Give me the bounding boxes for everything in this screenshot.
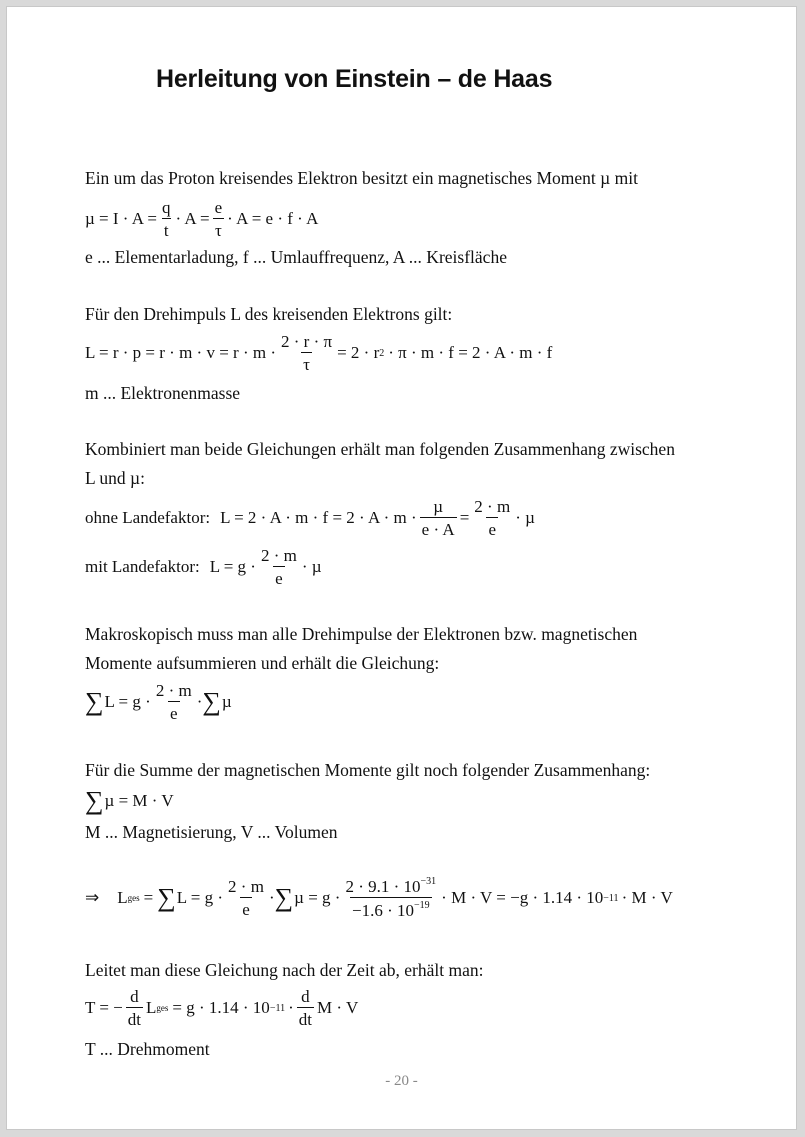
eq-text: = 2 · r (337, 343, 380, 362)
eq-text: · M · V (621, 888, 673, 907)
equation-magnetic-moment (85, 199, 318, 239)
denominator: τ (301, 352, 312, 373)
denominator: dt (297, 1007, 314, 1028)
superscript: −19 (413, 900, 430, 911)
eq-text: L = 2 · A · m · f = 2 · A · m · (220, 508, 417, 527)
eq-text: µ (221, 692, 232, 711)
document-page (6, 6, 797, 1130)
denominator: e (168, 701, 180, 722)
equation-torque (85, 988, 358, 1028)
eq-text: = (459, 508, 470, 527)
equation-without-lande (85, 498, 535, 538)
eq-label: mit Landefaktor: (85, 557, 200, 576)
denominator: e · A (420, 517, 457, 538)
fraction (226, 878, 266, 918)
eq-text: µ = M · V (104, 791, 174, 810)
eq-text: L (117, 888, 128, 907)
paragraph-macroscopic-2: Momente aufsummieren und erhält die Gleichung: (85, 653, 440, 673)
numerator: d (301, 987, 310, 1006)
numerator: d (130, 987, 139, 1006)
eq-text: · (196, 692, 203, 711)
subscript: ges (127, 893, 140, 903)
superscript: 2 (379, 347, 385, 359)
numerator (343, 877, 438, 897)
denominator-base: −1.6 · 10 (351, 901, 414, 920)
superscript: −11 (269, 1002, 286, 1014)
sum-symbol: ∑ (85, 687, 104, 716)
paragraph-definitions: e ... Elementarladung, f ... Umlauffrequenz, A ... Kreisfläche (85, 247, 507, 267)
paragraph-combination-1: Kombiniert man beide Gleichungen erhält man folgenden Zusammenhang zwischen (85, 439, 675, 459)
fraction (420, 498, 457, 538)
numerator: 2 · r · π (281, 332, 333, 351)
eq-text: L (146, 998, 157, 1017)
eq-text: · A = (175, 209, 210, 228)
equation-total-angular-momentum (85, 877, 673, 919)
eq-text: · M · V = −g · 1.14 · 10 (441, 888, 604, 907)
paragraph-angular-momentum: Für den Drehimpuls L des kreisenden Elektrons gilt: (85, 304, 453, 324)
eq-text: · A = e · f · A (227, 209, 319, 228)
denominator: τ (213, 218, 224, 239)
superscript: −11 (603, 892, 619, 904)
equation-angular-momentum (85, 333, 552, 373)
numerator: 2 · m (260, 546, 297, 565)
paragraph-sum-moments: Für die Summe der magnetischen Momente gilt noch folgender Zusammenhang: (85, 760, 651, 780)
denominator: dt (126, 1007, 143, 1028)
eq-text: · (288, 998, 294, 1017)
eq-text: = (143, 888, 154, 907)
fraction (126, 988, 143, 1028)
fraction (472, 498, 512, 538)
fraction (160, 199, 173, 239)
eq-text: = g · 1.14 · 10 (172, 998, 270, 1017)
sum-symbol: ∑ (202, 687, 221, 716)
fraction (213, 199, 225, 239)
fraction (154, 682, 194, 722)
paragraph-magnetic-moment: Ein um das Proton kreisendes Elektron besitzt ein magnetisches Moment µ mit (85, 168, 638, 188)
denominator: e (486, 517, 498, 538)
page-number: - 20 - (385, 1073, 418, 1089)
equation-sum (85, 682, 232, 722)
eq-text: · π · m · f = 2 · A · m · f (388, 343, 553, 362)
paragraph-electron-mass: m ... Elektronenmasse (85, 383, 241, 403)
fraction (279, 333, 334, 373)
eq-text: µ = I · A = (85, 209, 157, 228)
numerator: µ (433, 497, 444, 516)
numerator-base: 2 · 9.1 · 10 (345, 877, 421, 896)
eq-text: · µ (515, 508, 535, 527)
fraction (297, 988, 314, 1028)
eq-label: ohne Landefaktor: (85, 508, 211, 527)
eq-text: · µ (301, 557, 322, 576)
numerator: 2 · m (474, 497, 511, 516)
numerator: e (214, 198, 223, 217)
eq-text: M · V (317, 998, 359, 1017)
eq-text: µ = g · (294, 888, 341, 907)
numerator: q (161, 198, 171, 217)
superscript: −31 (420, 876, 437, 887)
subscript: ges (156, 1003, 169, 1013)
sum-symbol: ∑ (157, 883, 176, 912)
numerator: 2 · m (155, 681, 192, 700)
equation-with-lande (85, 547, 322, 587)
denominator (350, 897, 432, 919)
eq-text: L = g · (209, 557, 256, 576)
denominator: e (273, 566, 285, 587)
eq-text: T = − (85, 998, 123, 1017)
eq-text: L = g · (176, 888, 224, 907)
sum-symbol: ∑ (274, 883, 294, 912)
denominator: e (240, 897, 252, 918)
eq-text: · (268, 888, 275, 907)
implies-icon: ⇒ (85, 888, 100, 907)
eq-text: L = g · (104, 692, 151, 711)
paragraph-macroscopic-1: Makroskopisch muss man alle Drehimpulse der Elektronen bzw. magnetischen (85, 624, 638, 644)
paragraph-time-derivative: Leitet man diese Gleichung nach der Zeit ab, erhält man: (85, 960, 484, 980)
eq-text: L = r · p = r · m · v = r · m · (85, 343, 277, 362)
fraction (343, 877, 438, 919)
numerator: 2 · m (228, 877, 264, 896)
equation-sum-moments (85, 788, 174, 814)
denominator: t (162, 218, 171, 239)
paragraph-magnetization: M ... Magnetisierung, V ... Volumen (85, 822, 338, 842)
sum-symbol: ∑ (85, 786, 104, 815)
paragraph-torque: T ... Drehmoment (85, 1039, 210, 1059)
paragraph-combination-2: L und µ: (85, 468, 145, 488)
page-title: Herleitung von Einstein – de Haas (156, 65, 553, 93)
fraction (259, 547, 299, 587)
